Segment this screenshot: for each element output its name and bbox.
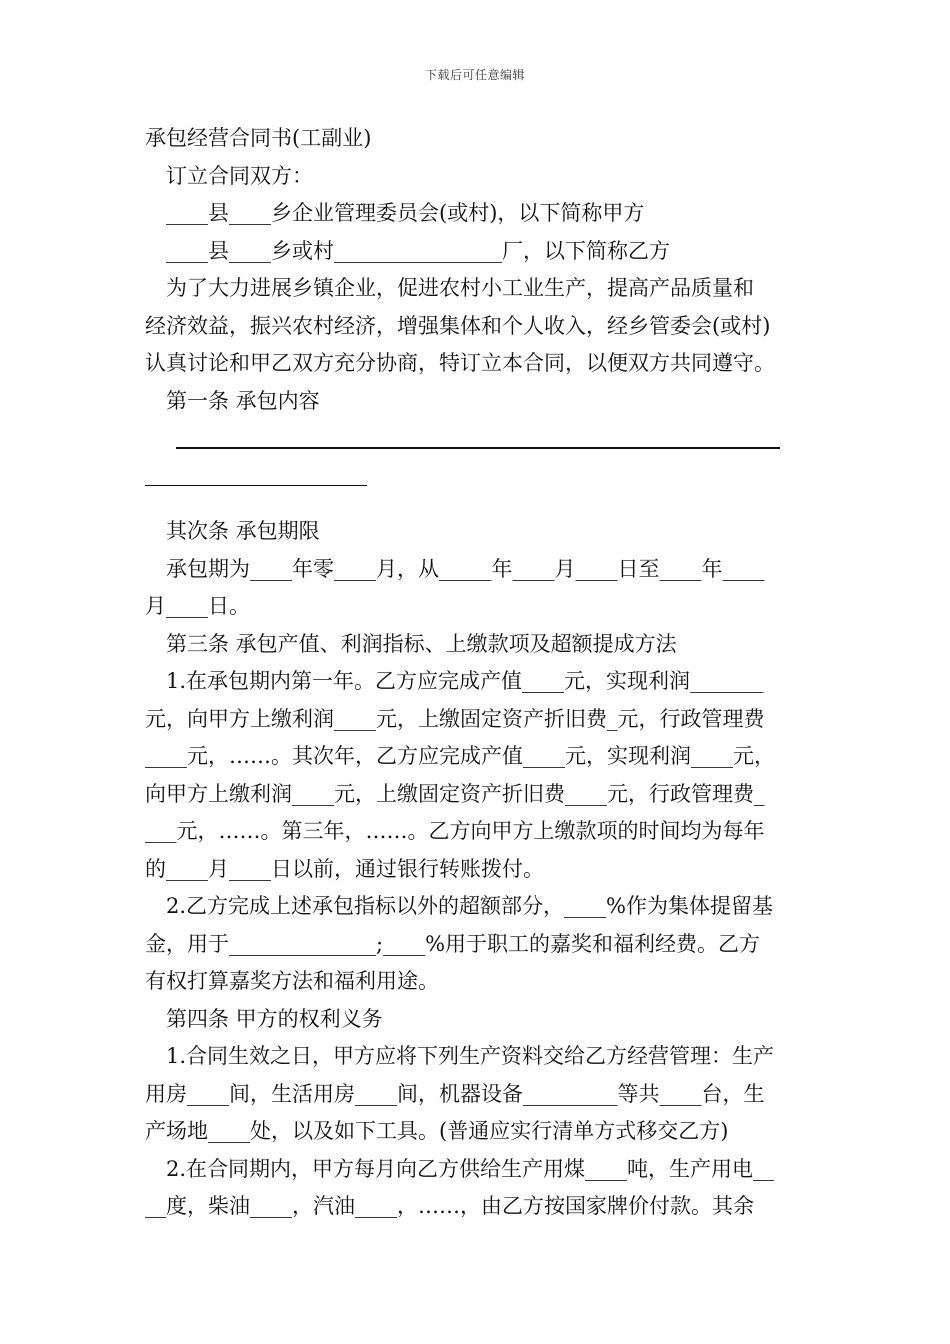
article3-item1-line: ____元，……。其次年，乙方应完成产值____元，实现利润____元， bbox=[145, 744, 775, 768]
party-a-line: ____县____乡企业管理委员会(或村)，以下简称甲方 bbox=[166, 201, 645, 225]
article3-item1-line: 的____月____日以前，通过银行转账拨付。 bbox=[145, 856, 544, 881]
article3-item1-line: 1.在承包期内第一年。乙方应完成产值____元，实现利润_______ bbox=[166, 669, 764, 693]
article3-item2-line: 2.乙方完成上述承包指标以外的超额部分，____%作为集体提留基 bbox=[166, 894, 773, 918]
article4-item1-line: 用房____间，生活用房____间，机器设备_________等共____台，生 bbox=[145, 1081, 765, 1106]
document-body bbox=[145, 120, 810, 1226]
article1-heading: 第一条 承包内容 bbox=[166, 388, 320, 413]
article4-item1-line: 1.合同生效之日，甲方应将下列生产资料交给乙方经营管理：生产 bbox=[166, 1044, 775, 1068]
article4-item1-line: 产场地____处，以及如下工具。(普通应实行清单方式移交乙方) bbox=[145, 1119, 729, 1143]
article3-item2-line: 金，用于______________;____%用于职工的嘉奖和福利经费。乙方 bbox=[145, 931, 761, 956]
parties-heading: 订立合同双方： bbox=[166, 163, 313, 188]
page-header-note: 下载后可任意编辑 bbox=[424, 68, 525, 82]
preamble-line: 经济效益，振兴农村经济，增强集体和个人收入，经乡管委会(或村) bbox=[145, 313, 771, 338]
article3-heading: 第三条 承包产值、利润指标、上缴款项及超额提成方法 bbox=[166, 631, 677, 656]
article3-item1-line: 元，向甲方上缴利润____元，上缴固定资产折旧费_元，行政管理费 bbox=[145, 706, 765, 731]
article2-heading: 其次条 承包期限 bbox=[166, 519, 320, 543]
preamble-line: 认真讨论和甲乙双方充分协商，特订立本合同，以便双方共同遵守。 bbox=[145, 351, 775, 375]
article3-item2-line: 有权打算嘉奖方法和福利用途。 bbox=[145, 969, 439, 993]
article4-heading: 第四条 甲方的权利义务 bbox=[166, 1006, 383, 1031]
party-b-line: ____县____乡或村________________厂，以下简称乙方 bbox=[166, 238, 670, 263]
article2-line: 月____日。 bbox=[145, 594, 250, 618]
article3-item1-line: 向甲方上缴利润____元，上缴固定资产折旧费____元，行政管理费_ bbox=[145, 781, 765, 806]
fill-in-blank-line bbox=[145, 458, 810, 496]
preamble-line: 为了大力进展乡镇企业，促进农村小工业生产，提高产品质量和 bbox=[166, 276, 754, 300]
article4-item2-line: 2.在合同期内，甲方每月向乙方供给生产用煤____吨，生产用电__ bbox=[166, 1156, 775, 1181]
article4-item2-line: __度，柴油____，汽油____，……，由乙方按国家牌价付款。其余 bbox=[145, 1194, 754, 1218]
paragraph-spacer bbox=[145, 495, 810, 513]
article2-line: 承包期为____年零____月，从_____年____月____日至____年____ bbox=[166, 556, 765, 581]
article3-item1-line: ___元，……。第三年，……。乙方向甲方上缴款项的时间均为每年 bbox=[145, 819, 765, 843]
document-title: 承包经营合同书(工副业) bbox=[145, 126, 372, 150]
fill-in-blank-line bbox=[145, 420, 810, 458]
